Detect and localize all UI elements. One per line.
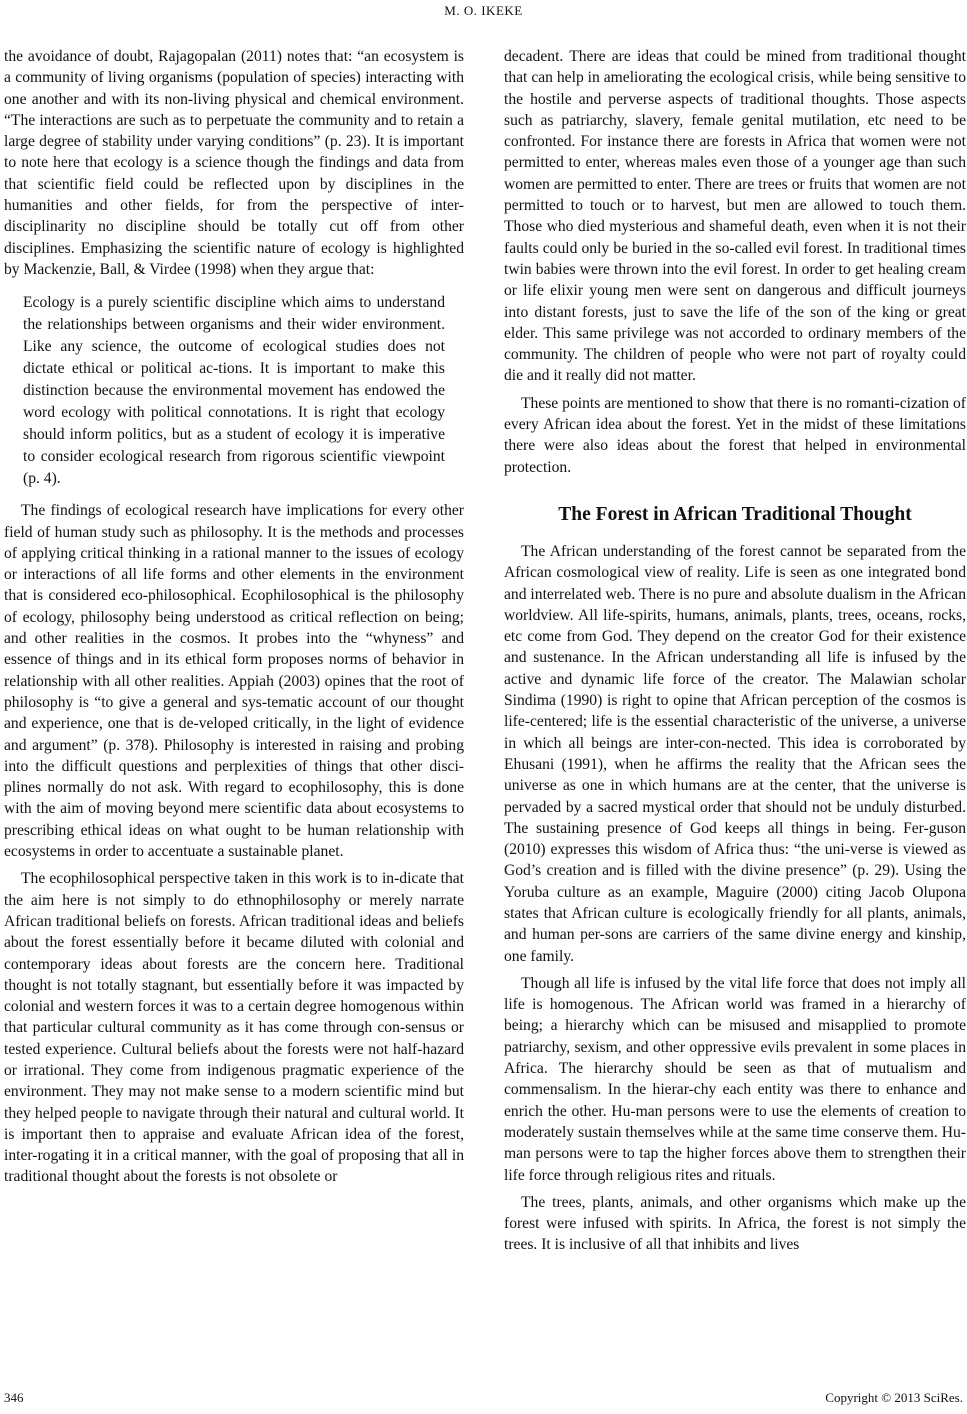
paragraph: These points are mentioned to show that there is no romanti-cization of every African idea about the forest. Yet in the midst of these limitations there were also ideas about the forest that helped in environmental protection. xyxy=(504,394,966,476)
running-head: M. O. IKEKE xyxy=(444,3,523,18)
left-column xyxy=(4,46,464,1188)
copyright-notice: Copyright © 2013 SciRes. xyxy=(825,1390,963,1405)
paragraph: the avoidance of doubt, Rajagopalan (2011) notes that: “an ecosystem is a community of living organisms (population of species) interacting with one another and with its non-living physical and chemical environment. “The interactions are such as to perpetuate the community and to retain a large degree of stability under varying conditions” (p. 23). It is important to note here that ecology is a science though the findings and data from that scientific field could be reflected upon by disciplines in the humanities and other fields, for from the perspective of inter-disciplinarity no discipline should be totally cut off from other disciplines. Emphasizing the scientific nature of ecology is highlighted by Mackenzie, Ball, & Virdee (1998) when they argue that: xyxy=(4,48,464,278)
page-number: 346 xyxy=(4,1390,24,1405)
paragraph: The trees, plants, animals, and other organisms which make up the forest were infused with spirits. In Africa, the forest is not simply the trees. It is inclusive of all that inhibits and lives xyxy=(504,1193,966,1254)
paragraph: The African understanding of the forest cannot be separated from the African cosmological view of reality. Life is seen as one integrated bond and interrelated web. There is no pure and absolute dualism in the African worldview. All life-spirits, humans, animals, plants, trees, oceans, rocks, etc come from God. They depend on the creator God for their existence and sustenance. In the African understanding all life is infused by the active and dynamic life force of the creator. The Malawian scholar Sindima (1990) is right to opine that African perception of the cosmos is life-centered; life is the essential characteristic of the universe, a universe in which all beings are inter-con-nected. This idea is corroborated by Ehusani (1991), when he affirms the reality that the African sees the universe as one in which humans are at the center, that the universe is pervaded by a sacred mystical order that should not be unduly disturbed. The sustaining presence of God keeps all things in being. Fer-guson (2010) expresses this wisdom of Africa thus: “the uni-verse is viewed as God’s creation and is filled with the divine presence” (p. 29). Using the Yoruba culture as an example, Maguire (2000) citing Jacob Olupona states that African culture is ecologically friendly for all plants, animals, and human per-sons are carriers of the same divine energy and kinship, one family. xyxy=(504,542,966,965)
section-heading: The Forest in African Traditional Thought xyxy=(558,503,912,525)
paragraph: The ecophilosophical perspective taken in this work is to in-dicate that the aim here is not simply to do ethnophilosophy or merely narrate African traditional beliefs on forests. African traditional ideas and beliefs about the forest essentially before it became diluted with colonial and contemporary ideas about forests are the concern here. Traditional thought is not totally stagnant, but essentially before it was impacted by colonial and western forces it was to a certain degree homogenous within that particular cultural community as it has come through con-sensus or tested experience. Cultural beliefs about the forests were not half-hazard or irrational. They come from indigenous pragmatic experience of the environment. They may not make sense to a modern scientific mind but they helped people to navigate through their natural and cultural world. It is important then to appraise and evaluate African idea of the forest, inter-rogating it in a critical manner, with the goal of proposing that all in traditional thought about the forests is not obsolete or xyxy=(4,870,464,1186)
paragraph: The findings of ecological research have implications for every other field of human study such as philosophy. It is the methods and processes of applying critical thinking in a rational manner to the issues of ecology or interactions of all life forms and other elements in the environment that is considered eco-philosophical. Ecophilosophical is the philosophy of ecology, philosophy being understood as critical reflection on being; and other realities in the cosmos. It probes into the “whyness” and essence of things and in its ethical form proposes norms of behavior in relationship with all other realities. Appiah (2003) opines that the root of philosophy is “to give a general and sys-tematic account of our thought and experience, one that is de-veloped critically, in the light of evidence and argument” (p. 378). Philosophy is interested in raising and probing into the difficult questions and perplexities of things that other disci-plines normally do not ask. With regard to ecophilosophy, this is done with the aim of moving beyond mere scientific data about ecosystems to prescribing ethical ideas on what ought to be human relationship with ecosystems in order to accentuate a sustainable planet. xyxy=(4,502,464,861)
paragraph: Though all life is infused by the vital life force that does not imply all life is homogenous. The African world was framed in a hierarchy of being; a hierarchy which can be misused and misapplied to promote patriarchy, sexism, and other oppressive evils prevalent in some places in Africa. The hierarchy should be seen as that of mutualism and commensalism. In the hierar-chy each entity was there to enhance and enrich the other. Hu-man persons were to use the elements of creation to moderately sustain themselves while at the same time conserve them. Hu-man persons were to tap the higher forces above them to strengthen their life force through religious rites and rituals. xyxy=(504,974,966,1184)
paragraph: decadent. There are ideas that could be mined from traditional thought that can help in ameliorating the ecological crisis, while being sensitive to the hostile and perverse aspects of traditional thoughts. Those aspects such as patriarchy, slavery, female genital mutilation, etc need to be confronted. For instance there are forests in Africa that women were not permitted to enter, whereas males even those of a younger age than such women are permitted to enter. There are trees or fruits that women are not permitted to touch or to harvest, but men are allowed to touch them. Those who died mysterious and shameful death, even when it is not their faults could only be buried in the so-called evil forest. In traditional times twin babies were thrown into the evil forest. In order to get healing cream or life elixir young men were sent on dangerous and difficult journeys into distant forests, just to save the life of the son of the king or great elder. This same privilege was not accorded to ordinary members of the community. The children of people who were not part of royalty could die and it really did not matter. xyxy=(504,48,966,385)
right-column xyxy=(504,46,966,1256)
block-quote: Ecology is a purely scientific discipline which aims to understand the relationships between organisms and their wider environment. Like any science, the outcome of ecological studies does not dictate ethical or political ac-tions. It is important to make this distinction because the environmental movement has endowed the word ecology with political connotations. It is right that ecology should inform politics, but as a student of ecology it is imperative to consider ecological research from rigorous scientific viewpoint (p. 4). xyxy=(23,294,445,488)
